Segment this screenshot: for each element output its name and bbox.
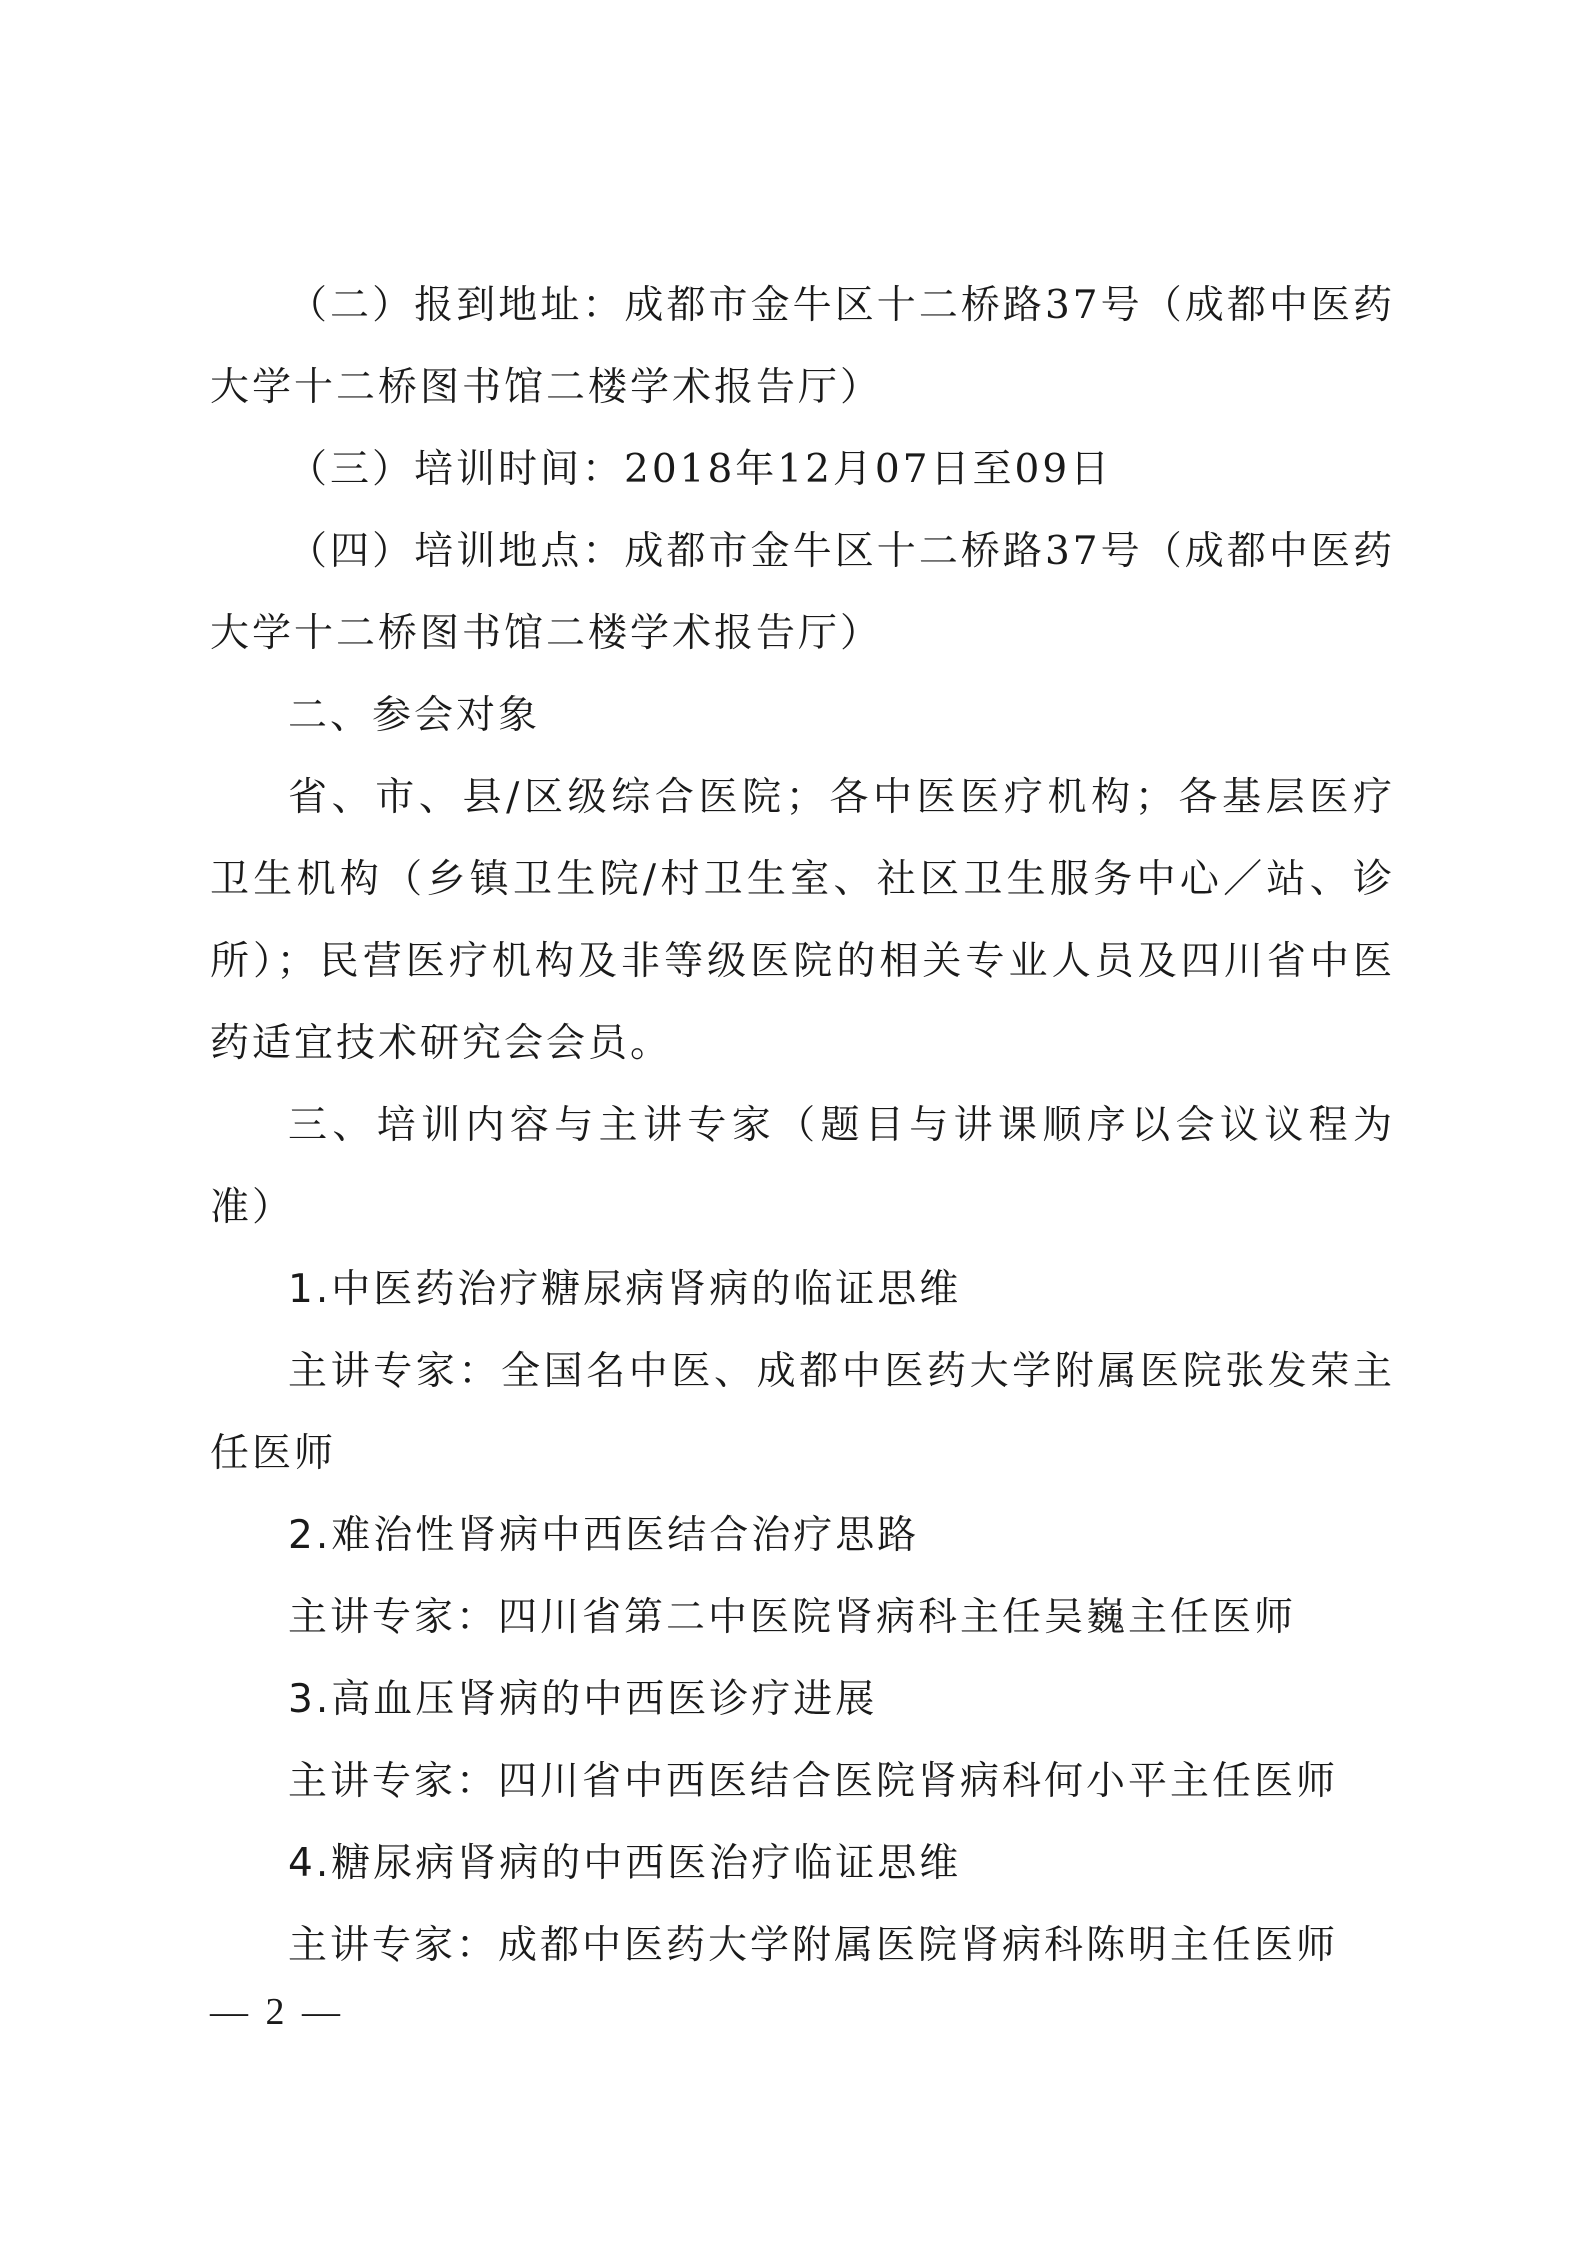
topic-speaker: [210, 1905, 1395, 1987]
topic-title: 1.中医药治疗糖尿病肾病的临证思维: [288, 1267, 962, 1312]
section-heading-attendees: 二、参会对象: [288, 693, 541, 738]
speaker-name: 张发荣主任医师: [210, 1349, 1395, 1476]
training-time: （三）培训时间：2018年12月07日至09日: [288, 447, 1113, 492]
speaker-name: 何小平主任医师: [1044, 1759, 1339, 1804]
topic-speaker: [210, 1741, 1395, 1823]
speaker-affiliation: 主讲专家：四川省第二中医院肾病科主任: [288, 1595, 1045, 1640]
speaker-affiliation: 主讲专家：成都中医药大学附属医院肾病科: [288, 1923, 1087, 1968]
page-number: — 2 —: [210, 1991, 344, 2033]
speaker-affiliation: 主讲专家：全国名中医、成都中医药大学附属医院: [288, 1349, 1226, 1394]
registration-address: （二）报到地址：成都市金牛区十二桥路37号（成都中医药大学十二桥图书馆二楼学术报告厅）: [210, 283, 1395, 410]
topic-title: 3.高血压肾病的中西医诊疗进展: [288, 1677, 878, 1722]
training-location: （四）培训地点：成都市金牛区十二桥路37号（成都中医药大学十二桥图书馆二楼学术报告厅）: [210, 529, 1395, 656]
speaker-name: 吴巍主任医师: [1044, 1595, 1297, 1640]
topic-title: 2.难治性肾病中西医结合治疗思路: [288, 1513, 920, 1558]
speaker-affiliation: 主讲专家：四川省中西医结合医院肾病科: [288, 1759, 1045, 1804]
document-body: [210, 265, 1395, 1987]
section-heading-training-content: 三、培训内容与主讲专家（题目与讲课顺序以会议议程为准）: [210, 1103, 1395, 1230]
topic-title: 4.糖尿病肾病的中西医治疗临证思维: [288, 1841, 962, 1886]
topic-speaker: [210, 1331, 1395, 1495]
topic-speaker: [210, 1577, 1395, 1659]
speaker-name: 陈明主任医师: [1086, 1923, 1339, 1968]
attendees-body: 省、市、县/区级综合医院；各中医医疗机构；各基层医疗卫生机构（乡镇卫生院/村卫生室、社区卫生服务中心／站、诊所）；民营医疗机构及非等级医院的相关专业人员及四川省中医药适宜技术研究会会员。: [210, 775, 1395, 1066]
